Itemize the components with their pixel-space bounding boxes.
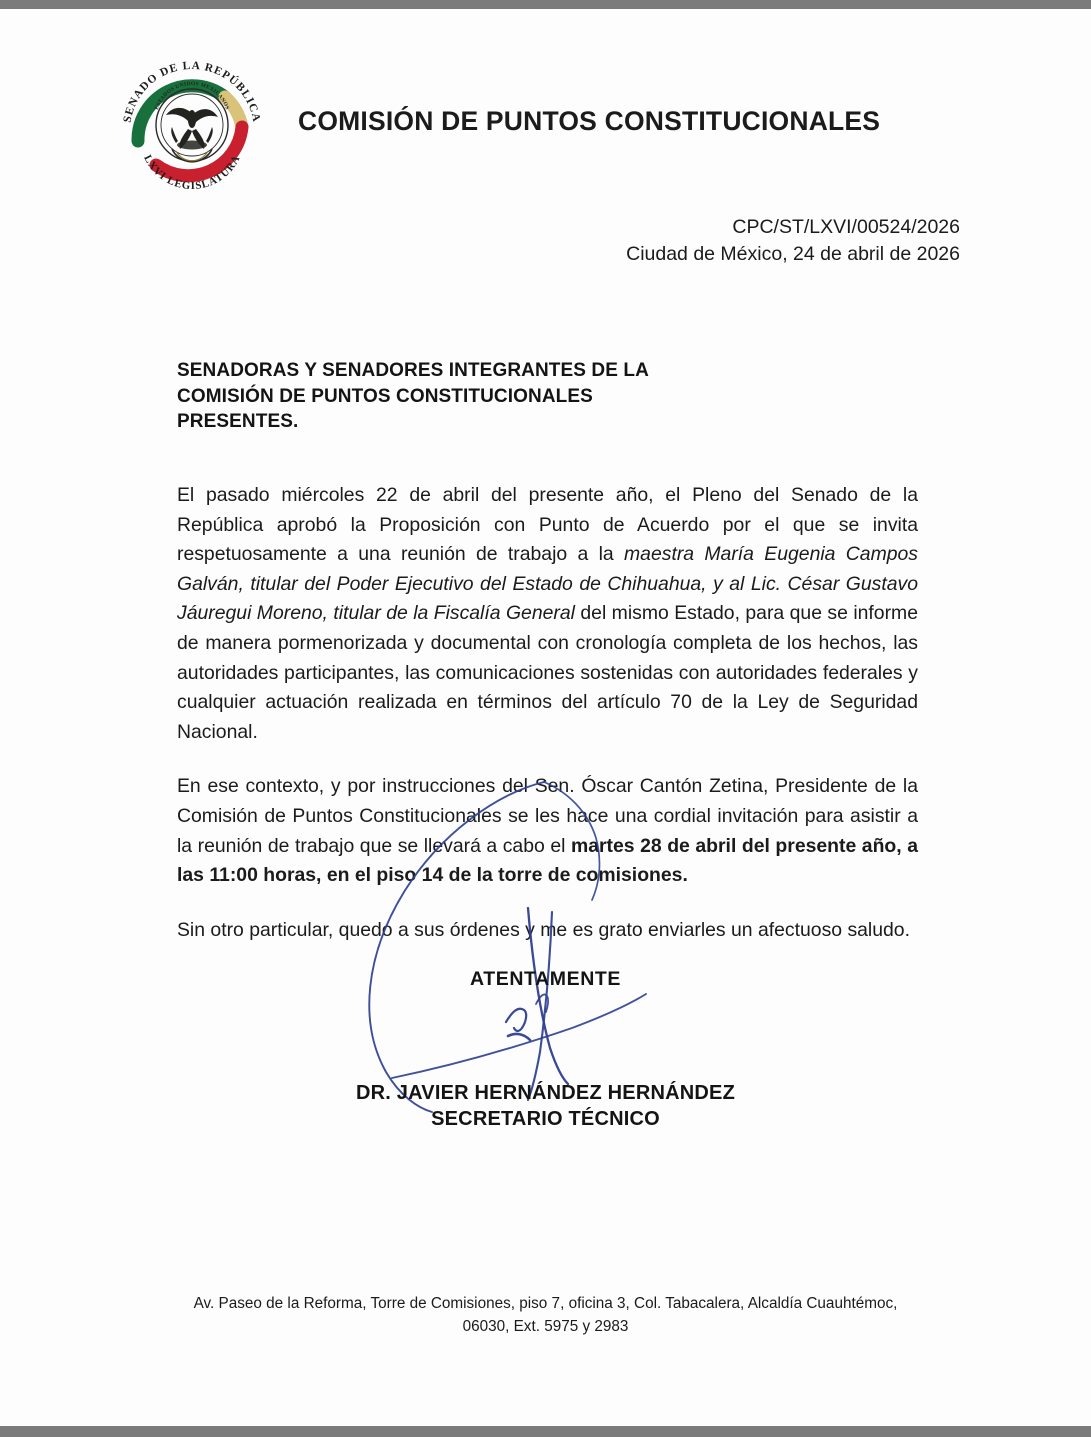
letterhead — [0, 40, 1091, 195]
addressee-line-3: PRESENTES. — [177, 411, 299, 432]
scan-edge-bottom — [0, 1426, 1091, 1437]
paragraph-2-part-1: En ese contexto, y por instrucciones del Sen. Óscar Cantón Zetina, Presidente de la Comisión de Puntos Constitucionales se les hace una cordial invitación para asistir a la reunión de trabajo que se llevará a cabo el — [177, 775, 918, 857]
body-paragraph-1 — [177, 481, 918, 747]
place-and-date: Ciudad de México, 24 de abril de 2026 — [626, 243, 960, 265]
seal-inner-ring-text: ESTADOS UNIDOS MEXICANOS — [153, 80, 231, 111]
footer-line-1: Av. Paseo de la Reforma, Torre de Comisiones, piso 7, oficina 3, Col. Tabacalera, Alcaldía Cuauhtémoc, — [193, 1295, 898, 1312]
handwritten-signature — [300, 760, 720, 1120]
addressee-block — [177, 358, 649, 435]
seal-bottom-arc-text: LXVI LEGISLATURA — [141, 152, 243, 190]
signer-identity — [0, 1080, 1091, 1132]
paragraph-1-part-1: El pasado miércoles 22 de abril del presente año, el Pleno del Senado de la República aprobó la Proposición con Punto de Acuerdo por el que se invita respetuosamente a una reunión de trabajo a la — [177, 484, 918, 566]
addressee-line-2: COMISIÓN DE PUNTOS CONSTITUCIONALES — [177, 385, 593, 407]
paragraph-1-part-2: del mismo Estado, para que se informe de manera pormenorizada y documental con cronología completa de los hechos, las autoridades participantes, las comunicaciones sostenidas con autoridades federales y cualquier actuación realizada en términos del artículo 70 de la Ley de Seguridad Nacional. — [177, 602, 918, 743]
folio-number: CPC/ST/LXVI/00524/2026 — [732, 216, 960, 238]
paragraph-2-bold-meeting-details: martes 28 de abril del presente año, a las 11:00 horas, en el piso 14 de la torre de comisiones. — [177, 834, 918, 887]
closing-salutation: ATENTAMENTE — [469, 968, 622, 990]
reference-block — [626, 214, 960, 268]
signature-block — [0, 760, 1091, 1160]
footer-line-2: 06030, Ext. 5975 y 2983 — [462, 1318, 629, 1335]
seal-top-arc-text: SENADO DE LA REPÚBLICA — [121, 59, 263, 124]
paragraph-1-italic-names: maestra María Eugenia Campos Galván, titular del Poder Ejecutivo del Estado de Chihuahua, y al Lic. César Gustavo Jáuregui Moreno, titular de la Fiscalía General — [177, 543, 918, 625]
signer-title: SECRETARIO TÉCNICO — [431, 1108, 660, 1130]
scan-edge-top — [0, 0, 1091, 9]
page-title: COMISIÓN DE PUNTOS CONSTITUCIONALES — [298, 106, 881, 136]
signer-name: DR. JAVIER HERNÁNDEZ HERNÁNDEZ — [356, 1082, 735, 1104]
addressee-line-1: SENADORAS Y SENADORES INTEGRANTES DE LA — [177, 360, 649, 381]
page-footer-address — [0, 1292, 1091, 1338]
body-paragraph-3: Sin otro particular, quedo a sus órdenes y me es grato enviarles un afectuoso saludo. — [177, 918, 910, 941]
senate-seal-logo — [116, 45, 268, 190]
